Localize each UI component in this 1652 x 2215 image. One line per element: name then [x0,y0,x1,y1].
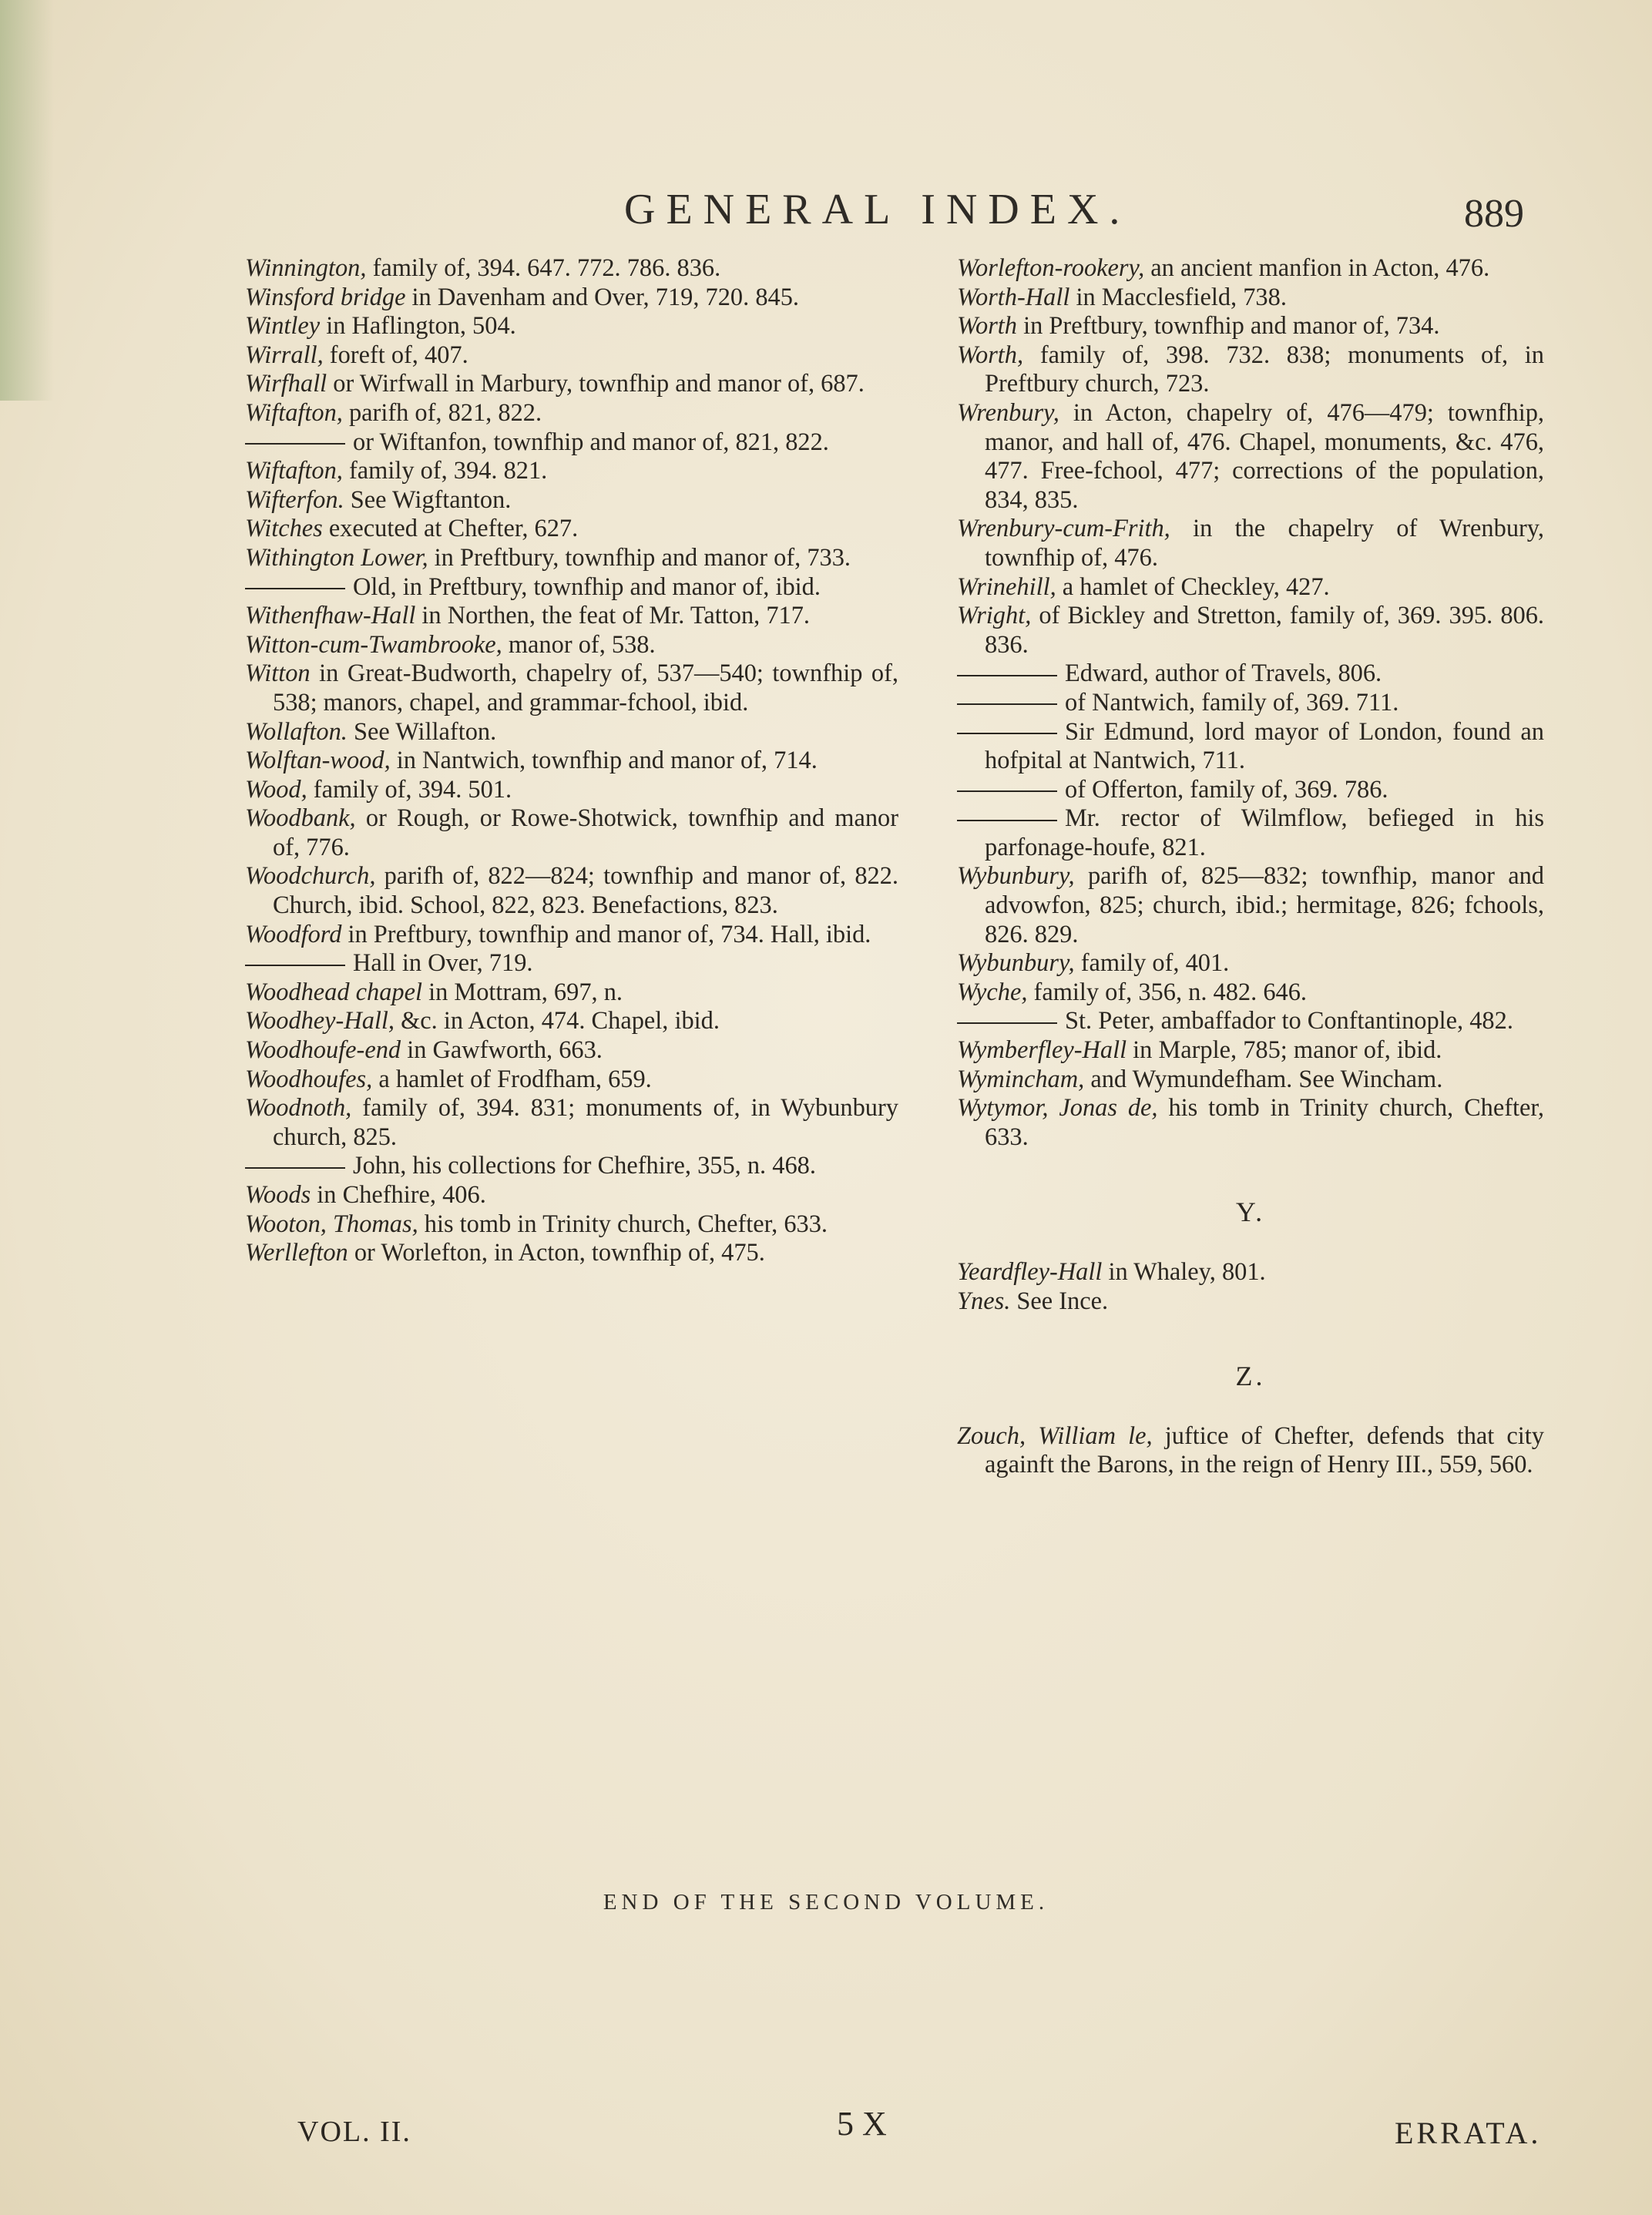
catchword: ERRATA. [1395,2116,1542,2150]
index-entry [957,1258,1544,1287]
index-entry [245,341,898,371]
entry-text: See Willafton. [347,717,497,746]
entry-text: parifh of, 822—824; townfhip and manor of, 822. Church, ibid. School, 822, 823. Benefactions, 823. [273,862,898,920]
ditto-dash [957,675,1057,676]
entry-text: in Northen, the feat of Mr. Tatton, 717. [415,602,811,630]
entry-text: his tomb in Trinity church, Chefter, 633. [985,1094,1544,1151]
index-entry [245,659,898,717]
entry-heading: Worlefton-rookery, [957,254,1145,282]
index-entry [957,978,1544,1008]
entry-heading: Wood, [245,775,307,804]
entry-heading: Wybunbury, [957,949,1075,978]
entry-heading: Witton [245,659,311,688]
index-entries-z [957,1422,1544,1480]
entry-text: family of, 398. 732. 838; monuments of, in Preftbury church, 723. [985,341,1544,398]
entry-heading: Winnington, [245,254,367,282]
entry-heading: Wymincham, [957,1065,1085,1093]
entry-text: in Acton, chapelry of, 476—479; townfhip, manor, and hall of, 476. Chapel, monuments, &c. 476, 477. Free-fchool, 477; corrections of the population, 834, 835. [985,398,1544,514]
index-entry [957,1422,1544,1480]
entry-heading: Wintley [245,312,321,341]
index-entry [957,1094,1544,1152]
entry-text: a hamlet of Checkley, 427. [1056,572,1330,601]
entry-heading: Wytymor, Jonas de, [957,1094,1158,1123]
index-entry [957,312,1544,341]
entry-text: Sir Edmund, lord mayor of London, found an hofpital at Nantwich, 711. [985,717,1544,775]
index-column-left [245,254,898,1268]
index-entry [245,602,898,631]
entry-text: in the chapelry of Wrenbury, townfhip of, 476. [985,515,1544,572]
entry-text: foreft of, 407. [323,341,468,369]
section-letter-y: Y. [1235,1196,1266,1228]
index-entry [245,1181,898,1210]
index-entry [957,602,1544,659]
entry-heading: Withenfhaw-Hall [245,602,416,630]
entry-heading: Ynes. [957,1287,1011,1315]
entry-heading: Zouch, William le, [957,1421,1153,1450]
index-column-right [957,254,1544,1480]
index-entry [245,862,898,920]
entry-text: of Nantwich, family of, 369. 711. [1065,688,1399,717]
entry-text: family of, 394. 501. [307,775,512,804]
running-header [0,185,1652,239]
index-entry [957,341,1544,399]
entry-text: Old, in Preftbury, townfhip and manor of, ibid. [353,572,821,601]
entry-heading: Wirrall, [245,341,324,369]
entry-text: in Gawfworth, 663. [401,1036,603,1065]
ditto-dash [245,965,345,966]
entry-heading: Werllefton [245,1239,348,1267]
entry-heading: Wifterfon. [245,485,344,514]
entry-heading: Woods [245,1181,311,1209]
index-entry [245,747,898,776]
entry-heading: Wiftafton, [245,457,343,485]
entry-heading: Withington Lower, [245,543,428,572]
index-entry [245,1239,898,1268]
entry-heading: Wrenbury, [957,398,1059,427]
entry-text: an ancient manfion in Acton, 476. [1144,254,1490,282]
entry-heading: Woodhead chapel [245,978,422,1006]
index-entry [245,573,898,602]
ditto-dash [245,1167,345,1169]
index-entry [245,399,898,428]
index-entry [957,1007,1544,1036]
entry-heading: Wybunbury, [957,862,1075,891]
entry-heading: Woodchurch, [245,862,376,891]
index-entry [245,312,898,341]
entry-text: in Preftbury, townfhip and manor of, 733. [428,543,851,572]
entry-text: See Ince. [1010,1287,1109,1315]
index-entry [245,978,898,1008]
section-letter-z: Z. [1235,1361,1266,1392]
ditto-dash [957,820,1057,821]
entry-text: in Macclesfield, 738. [1069,283,1287,311]
ditto-dash [957,790,1057,792]
index-entry [245,457,898,486]
index-entry [957,776,1544,805]
entry-text: executed at Chefter, 627. [322,515,579,543]
entry-text: or Worlefton, in Acton, townfhip of, 475. [348,1239,765,1267]
entry-heading: Wyche, [957,978,1028,1006]
entry-text: parifh of, 825—832; townfhip, manor and advowfon, 825; church, ibid.; hermitage, 826; fchools, 826. 829. [985,862,1544,948]
index-entries-w-right [957,254,1544,1152]
index-entry [245,284,898,313]
index-entry [957,515,1544,572]
entry-text: of Offerton, family of, 369. 786. [1065,775,1388,804]
entry-heading: Woodhoufes, [245,1065,373,1093]
entry-text: St. Peter, ambaffador to Conftantinople, 482. [1065,1007,1513,1035]
index-entry [957,804,1544,862]
entry-text: John, his collections for Chefhire, 355, n. 468. [353,1152,816,1180]
entry-text: a hamlet of Frodfham, 659. [372,1065,652,1093]
entry-heading: Woodnoth, [245,1094,352,1123]
entry-text: in Great-Budworth, chapelry of, 537—540; townfhip of, 538; manors, chapel, and grammar-fchool, ibid. [273,659,898,717]
entry-text: family of, 394. 831; monuments of, in Wybunbury church, 825. [273,1094,898,1151]
entry-text: or Wirfwall in Marbury, townfhip and manor of, 687. [327,370,865,398]
index-entry [957,254,1544,284]
entry-heading: Witton-cum-Twambrooke, [245,630,502,659]
entry-heading: Wolftan-wood, [245,747,391,775]
index-entry [957,284,1544,313]
index-entry [957,949,1544,978]
entry-heading: Woodford [245,920,342,948]
ditto-dash [245,588,345,589]
index-entry [245,486,898,515]
index-entry [245,370,898,399]
page-number: 889 [1464,192,1524,236]
entry-text: Hall in Over, 719. [353,949,533,978]
entry-text: family of, 401. [1074,949,1230,978]
entry-text: manor of, 538. [502,630,656,659]
index-entry [245,804,898,862]
index-entry [245,776,898,805]
index-entry [245,428,898,458]
entry-heading: Wright, [957,602,1032,630]
entry-heading: Wollafton. [245,717,348,746]
entry-text: of Bickley and Stretton, family of, 369. 395. 806. 836. [985,602,1544,659]
entry-text: family of, 356, n. 482. 646. [1027,978,1307,1006]
entry-heading: Wirfhall [245,370,327,398]
entry-text: in Chefhire, 406. [311,1181,486,1209]
index-entry [245,1007,898,1036]
index-entry [957,1287,1544,1317]
entry-text: &c. in Acton, 474. Chapel, ibid. [395,1007,720,1035]
entry-text: in Mottram, 697, n. [422,978,623,1006]
index-entry [957,573,1544,602]
index-entry [957,1066,1544,1095]
entry-heading: Yeardfley-Hall [957,1258,1103,1286]
index-entry [957,862,1544,949]
index-entry [957,1036,1544,1066]
entry-text: parifh of, 821, 822. [342,398,542,427]
index-entry [245,1210,898,1240]
index-entry [957,659,1544,689]
index-entry [957,718,1544,776]
entry-heading: Woodbank, [245,804,356,833]
entry-text: in Preftbury, townfhip and manor of, 734. [1017,312,1440,341]
index-entry [245,544,898,573]
index-entry [245,1094,898,1152]
entry-heading: Wooton, Thomas, [245,1210,418,1238]
entry-text: in Whaley, 801. [1102,1258,1266,1286]
entry-text: in Davenham and Over, 719, 720. 845. [405,283,800,311]
entry-heading: Woodhey-Hall, [245,1007,395,1035]
entry-text: juftice of Chefter, defends that city againft the Barons, in the reign of Henry III., 559, 560. [985,1421,1544,1479]
entry-text: in Nantwich, townfhip and manor of, 714. [390,747,818,775]
entry-heading: Witches [245,515,323,543]
page-title: GENERAL INDEX. [624,186,1131,233]
entry-text: family of, 394. 647. 772. 786. 836. [366,254,721,282]
entry-heading: Woodhoufe-end [245,1036,401,1065]
index-entry [957,689,1544,718]
entry-heading: Wymberfley-Hall [957,1036,1127,1065]
entry-text: in Marple, 785; manor of, ibid. [1127,1036,1442,1065]
ditto-dash [957,1022,1057,1024]
entry-heading: Winsford bridge [245,283,406,311]
entry-text: and Wymundefham. See Wincham. [1084,1065,1443,1093]
index-entry [245,1066,898,1095]
end-of-volume-note: END OF THE SECOND VOLUME. [603,1890,1049,1915]
entry-text: family of, 394. 821. [342,457,548,485]
entry-heading: Wrenbury-cum-Frith, [957,515,1170,543]
entry-text: in Preftbury, townfhip and manor of, 734. Hall, ibid. [341,920,871,948]
index-entry [245,515,898,544]
page-footer [0,2105,1652,2161]
entry-heading: Worth-Hall [957,283,1070,311]
ditto-dash [245,443,345,445]
entry-heading: Wrinehill, [957,572,1056,601]
entry-heading: Worth, [957,341,1024,369]
volume-label: VOL. II. [297,2116,411,2148]
index-entry [245,718,898,747]
entry-text: Mr. rector of Wilmflow, befieged in his parfonage-houfe, 821. [985,804,1544,861]
entry-text: See Wigftanton. [344,485,512,514]
index-entry [245,949,898,978]
index-entry [245,1152,898,1181]
entry-text: or Wiftanfon, townfhip and manor of, 821, 822. [353,428,829,456]
entry-text: or Rough, or Rowe-Shotwick, townfhip and manor of, 776. [273,804,898,861]
entry-heading: Wiftafton, [245,398,343,427]
entry-text: his tomb in Trinity church, Chefter, 633. [418,1210,828,1238]
index-entry [245,254,898,284]
index-entry [245,921,898,950]
entry-heading: Worth [957,312,1018,341]
index-entries-y [957,1258,1544,1316]
index-entry [245,1036,898,1066]
index-entry [957,399,1544,515]
entry-text: in Haflington, 504. [320,312,516,341]
signature-mark: 5 X [837,2105,887,2143]
index-entry [245,631,898,660]
entry-text: Edward, author of Travels, 806. [1065,659,1382,688]
ditto-dash [957,703,1057,705]
ditto-dash [957,733,1057,734]
